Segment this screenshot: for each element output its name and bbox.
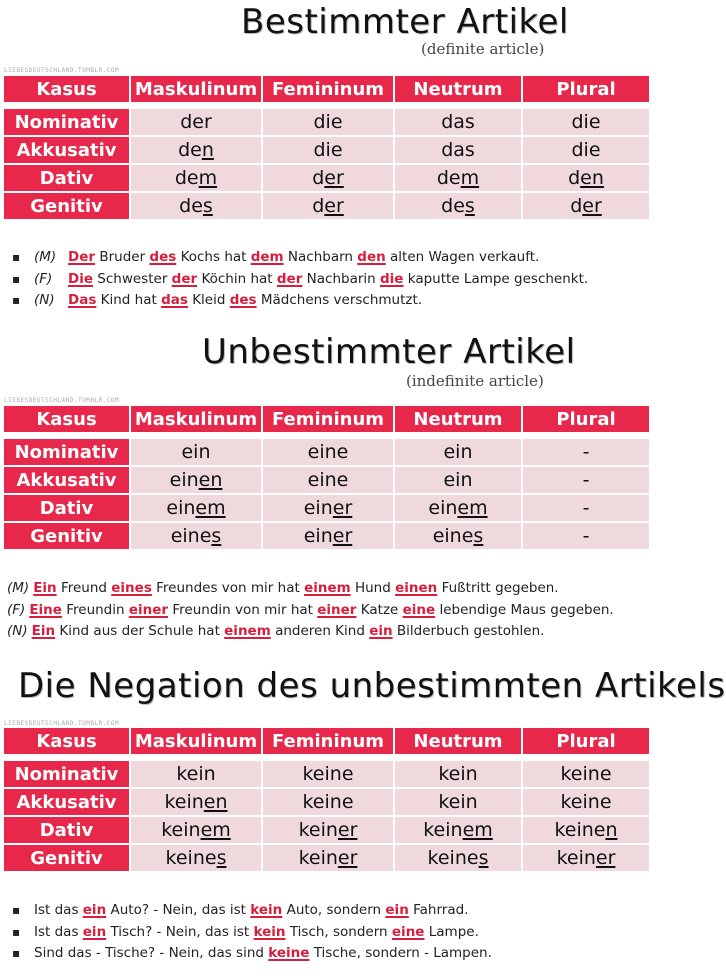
highlighted-article: der [276,270,303,287]
article-stem: kein [438,791,478,813]
example-list [12,247,588,312]
article-cell [263,165,393,191]
highlighted-article: einen [395,580,438,596]
bullet-icon: ▪ [12,250,21,264]
example-sentence [7,600,614,622]
gender-marker: (M) [7,580,30,596]
article-stem: kein [176,763,216,785]
case-label: Genitiv [4,845,129,871]
article-cell [523,845,649,871]
case-label: Dativ [4,817,129,843]
table-row [4,761,649,787]
example-sentence [12,943,492,965]
article-stem: kein [164,791,204,813]
article-stem: de [436,167,461,189]
article-ending: er [324,167,344,189]
watermark: LIEBESDEUTSCHLAND.TUMBLR.COM [4,720,120,727]
table-row [4,495,649,521]
table-row [4,789,649,815]
highlighted-article: des [149,249,177,265]
article-cell [263,495,393,521]
article-cell [523,109,649,135]
article-stem: kein [298,819,338,841]
case-label: Akkusativ [4,789,129,815]
section-title: Die Negation des unbestimmten Artikels [18,666,726,706]
column-header: Kasus [4,728,129,754]
case-label: Nominativ [4,439,129,465]
sentence-text: Kind aus der Schule hat [55,623,225,639]
table-row [4,439,649,465]
sentence-text: Nachbarn [283,249,358,265]
article-cell [263,109,393,135]
column-header: Neutrum [395,406,521,432]
case-label: Akkusativ [4,467,129,493]
article-stem: keine [560,763,612,785]
article-stem: de [441,195,465,217]
article-stem: keine [302,791,354,813]
table-row [4,817,649,843]
article-stem: - [582,525,590,547]
highlighted-article: einer [317,601,357,618]
table-row [4,109,649,135]
article-stem: d [570,195,583,217]
article-cell [395,193,521,219]
highlighted-article: den [357,249,386,265]
article-cell [523,467,649,493]
article-cell [131,523,261,549]
article-ending: s [464,195,475,217]
article-cell [523,523,649,549]
article-stem: - [582,469,590,491]
sentence-text: kaputte Lampe geschenkt. [403,270,589,287]
gender-marker: (M) [34,249,57,265]
article-ending: n [605,819,618,841]
article-stem: ein [303,525,333,547]
article-cell [395,817,521,843]
sentence-text: Fußtritt gegeben. [437,580,559,596]
sentence-text: Kleid [187,292,230,308]
column-header: Femininum [263,76,393,102]
sentence-text: Freundin [61,601,129,618]
sentence-text: Kind hat [96,292,162,308]
article-cell [395,439,521,465]
article-stem: eine [307,469,349,491]
highlighted-article: eines [111,580,152,596]
example-list [12,900,492,965]
article-ending: m [198,167,218,189]
highlighted-article: eine [391,923,425,940]
article-ending: er [337,819,358,841]
article-stem: die [571,139,601,161]
article-ending: n [201,139,214,161]
article-cell [395,761,521,787]
highlighted-article: ein [82,902,107,918]
article-stem: de [174,167,199,189]
case-label: Dativ [4,165,129,191]
column-header: Kasus [4,76,129,102]
highlighted-article: Ein [33,580,57,596]
sentence-text: Tisch, sondern [285,923,392,940]
article-stem: keine [554,819,606,841]
declension-table [2,726,651,873]
example-sentence [12,269,588,291]
column-header: Neutrum [395,728,521,754]
article-stem: die [313,111,343,133]
header-row [4,728,649,754]
article-cell [395,165,521,191]
article-stem: das [441,139,475,161]
highlighted-article: des [229,292,257,308]
article-ending: s [473,525,484,547]
article-cell [395,523,521,549]
article-ending: er [332,497,353,519]
highlighted-article: einem [304,580,351,596]
article-ending: m [460,167,480,189]
column-header: Neutrum [395,76,521,102]
article-ending: en [203,791,228,813]
article-stem: de [178,139,202,161]
sentence-text: Köchin hat [197,270,277,287]
sentence-text: Auto? - Nein, das ist [106,902,251,918]
highlighted-article: Das [68,292,97,308]
highlighted-article: einer [128,601,169,618]
article-ending: en [580,167,604,189]
article-stem: die [571,111,601,133]
sentence-text: Lampe. [424,923,479,940]
highlighted-article: der [171,270,198,287]
article-cell [131,761,261,787]
sentence-text: alten Wagen verkauft. [385,249,540,265]
article-stem: eine [170,525,212,547]
case-label: Genitiv [4,193,129,219]
watermark: LIEBESDEUTSCHLAND.TUMBLR.COM [4,67,120,74]
highlighted-article: kein [250,902,283,918]
bullet-icon: ▪ [12,946,21,960]
example-sentence [7,621,614,643]
header-row [4,76,649,102]
article-cell [523,137,649,163]
article-stem: die [313,139,343,161]
section-subtitle: (indefinite article) [406,372,544,390]
sentence-text: Kochs hat [176,249,251,265]
article-ending: em [195,497,226,519]
article-cell [131,817,261,843]
article-cell [263,845,393,871]
column-header: Kasus [4,406,129,432]
article-stem: d [568,167,581,189]
section-title: Bestimmter Artikel [241,2,569,42]
article-cell [131,165,261,191]
column-header: Maskulinum [131,728,261,754]
article-ending: s [202,195,213,217]
article-stem: d [312,195,325,217]
case-label: Dativ [4,495,129,521]
article-cell [263,789,393,815]
article-cell [131,193,261,219]
article-stem: kein [556,847,596,869]
example-sentence [12,900,492,922]
highlighted-article: dem [250,249,284,265]
case-label: Nominativ [4,761,129,787]
highlighted-article: eine [402,601,436,618]
sentence-text: Mädchens verschmutzt. [256,292,423,308]
highlighted-article: ein [369,623,393,639]
article-stem: der [180,111,212,133]
article-cell [523,193,649,219]
gender-marker: (N) [7,623,28,639]
article-stem: de [179,195,203,217]
article-cell [395,137,521,163]
article-ending: en [198,469,223,491]
article-stem: kein [438,763,478,785]
watermark: LIEBESDEUTSCHLAND.TUMBLR.COM [4,397,120,404]
article-ending: er [332,525,353,547]
table-row [4,137,649,163]
sentence-text: Ist das [34,923,83,940]
column-header: Femininum [263,406,393,432]
table-row [4,467,649,493]
article-stem: keine [165,847,217,869]
gender-marker: (N) [34,292,55,308]
article-cell [523,817,649,843]
sentence-text: lebendige Maus gegeben. [435,601,614,618]
article-cell [395,467,521,493]
bullet-icon: ▪ [12,924,21,939]
article-ending: em [200,819,231,841]
article-cell [395,789,521,815]
article-stem: ein [303,497,333,519]
article-ending: s [478,847,489,869]
article-cell [395,845,521,871]
article-cell [523,761,649,787]
example-sentence [12,290,588,312]
highlighted-article: das [161,292,188,308]
article-stem: keine [427,847,479,869]
sentence-text: Ist das [34,902,83,918]
article-cell [395,109,521,135]
bullet-icon: ▪ [12,271,21,286]
article-cell [131,137,261,163]
highlighted-article: keine [268,945,310,961]
article-ending: er [595,847,616,869]
highlighted-article: Der [68,249,96,265]
article-ending: s [211,525,222,547]
sentence-text: Bilderbuch gestohlen. [392,623,545,639]
table-row [4,193,649,219]
table-row [4,523,649,549]
article-stem: das [441,111,475,133]
sentence-text: Nachbarin [302,270,381,287]
article-stem: d [312,167,325,189]
bullet-icon: ▪ [12,903,21,917]
article-cell [263,817,393,843]
highlighted-article: Eine [29,601,62,618]
sentence-text: Freund [56,580,112,596]
gender-marker: (F) [7,601,26,618]
section-subtitle: (definite article) [421,40,545,58]
column-header: Plural [523,76,649,102]
sentence-text: Fahrrad. [408,902,469,918]
article-stem: eine [307,441,349,463]
example-sentence [12,247,588,269]
example-sentence [7,578,614,600]
table-row [4,165,649,191]
article-ending: s [216,847,227,869]
article-cell [523,165,649,191]
highlighted-article: Die [68,270,93,287]
article-ending: er [337,847,358,869]
article-stem: kein [161,819,201,841]
article-stem: ein [443,441,473,463]
sentence-text: Schwester [93,270,172,287]
article-cell [523,789,649,815]
sentence-text: Tisch? - Nein, das ist [106,923,254,940]
article-cell [263,467,393,493]
article-cell [523,495,649,521]
article-cell [131,439,261,465]
article-cell [263,193,393,219]
article-cell [523,439,649,465]
section-title: Unbestimmter Artikel [202,332,576,372]
article-stem: ein [181,441,211,463]
article-cell [263,137,393,163]
sentence-text: Hund [350,580,396,596]
article-stem: - [582,497,590,519]
article-cell [263,439,393,465]
highlighted-article: ein [82,923,107,940]
sentence-text: Katze [356,601,403,618]
highlighted-article: Ein [31,623,56,639]
article-stem: ein [166,497,196,519]
article-ending: em [462,819,493,841]
sentence-text: Freundin von mir hat [168,601,318,618]
column-header: Femininum [263,728,393,754]
article-cell [131,109,261,135]
article-cell [131,495,261,521]
article-stem: kein [423,819,463,841]
column-header: Plural [523,406,649,432]
article-cell [395,495,521,521]
article-cell [131,467,261,493]
column-header: Maskulinum [131,406,261,432]
article-ending: er [582,195,602,217]
column-header: Maskulinum [131,76,261,102]
article-stem: ein [169,469,199,491]
article-ending: er [324,195,344,217]
case-label: Akkusativ [4,137,129,163]
article-cell [131,845,261,871]
table-row [4,845,649,871]
article-cell [263,761,393,787]
article-stem: ein [428,497,458,519]
article-ending: em [457,497,488,519]
highlighted-article: die [380,270,404,287]
gender-marker: (F) [34,270,53,287]
example-sentence [12,922,492,944]
example-list [7,578,614,643]
article-cell [263,523,393,549]
declension-table [2,74,651,221]
sentence-text: anderen Kind [270,623,370,639]
highlighted-article: ein [385,902,409,918]
declension-table [2,404,651,551]
article-stem: eine [432,525,474,547]
case-label: Genitiv [4,523,129,549]
sentence-text: Tische, sondern - Lampen. [309,945,492,961]
article-stem: - [582,441,590,463]
header-row [4,406,649,432]
highlighted-article: einem [224,623,271,639]
bullet-icon: ▪ [12,293,21,307]
sentence-text: Bruder [95,249,150,265]
article-stem: ein [443,469,473,491]
sentence-text: Auto, sondern [282,902,386,918]
column-header: Plural [523,728,649,754]
highlighted-article: kein [253,923,286,940]
case-label: Nominativ [4,109,129,135]
sentence-text: Sind das - Tische? - Nein, das sind [34,945,269,961]
article-stem: keine [560,791,612,813]
article-stem: keine [302,763,354,785]
sentence-text: Freundes von mir hat [151,580,305,596]
article-stem: kein [298,847,338,869]
article-cell [131,789,261,815]
